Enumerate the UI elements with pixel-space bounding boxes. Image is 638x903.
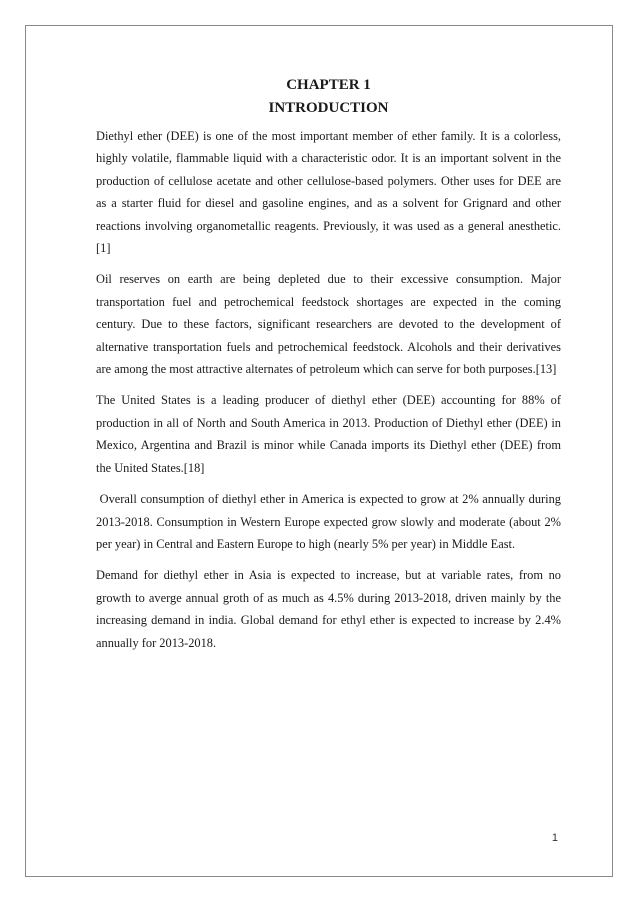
page-number: 1	[551, 832, 558, 844]
chapter-title: INTRODUCTION	[268, 100, 389, 116]
paragraph-4: Overall consumption of diethyl ether in America is expected to grow at 2% annually during 2013-2018. Consumption in Western Europe expected grow slowly and moderate (about 2% per year) in Central and Eastern Europe to high (nearly 5% per year) in Middle East.	[96, 492, 565, 551]
paragraph-5: Demand for diethyl ether in Asia is expected to increase, but at variable rates, from no growth to averge annual groth of as much as 4.5% during 2013-2018, driven mainly by the increasing demand in india. Global demand for ethyl ether is expected to increase by 2.4% annually for 2013-2018.	[96, 568, 561, 650]
chapter-label: CHAPTER 1	[286, 77, 371, 93]
paragraph-1: Diethyl ether (DEE) is one of the most important member of ether family. It is a colorless, highly volatile, flammable liquid with a characteristic odor. It is an important solvent in the production of cellulose acetate and other cellulose-based polymers. Other uses for DEE are as a starter fluid for diesel and gasoline engines, and as a solvent for Grignard and other reactions involving organometallic reagents. Previously, it was used as a general anesthetic.[1]	[96, 129, 561, 256]
paragraph-2: Oil reserves on earth are being depleted due to their excessive consumption. Major transportation fuel and petrochemical feedstock shortages are expected in the coming century. Due to these factors, significant researchers are devoted to the development of alternative transportation fuels and petrochemical feedstock. Alcohols and their derivatives are among the most attractive alternates of petroleum which can serve for both purposes.[13]	[96, 272, 561, 377]
page-content	[96, 74, 565, 663]
paragraph-3: The United States is a leading producer of diethyl ether (DEE) accounting for 88% of production in all of North and South America in 2013. Production of Diethyl ether (DEE) in Mexico, Argentina and Brazil is minor while Canada imports its Diethyl ether (DEE) from the United States.[18]	[96, 393, 561, 475]
